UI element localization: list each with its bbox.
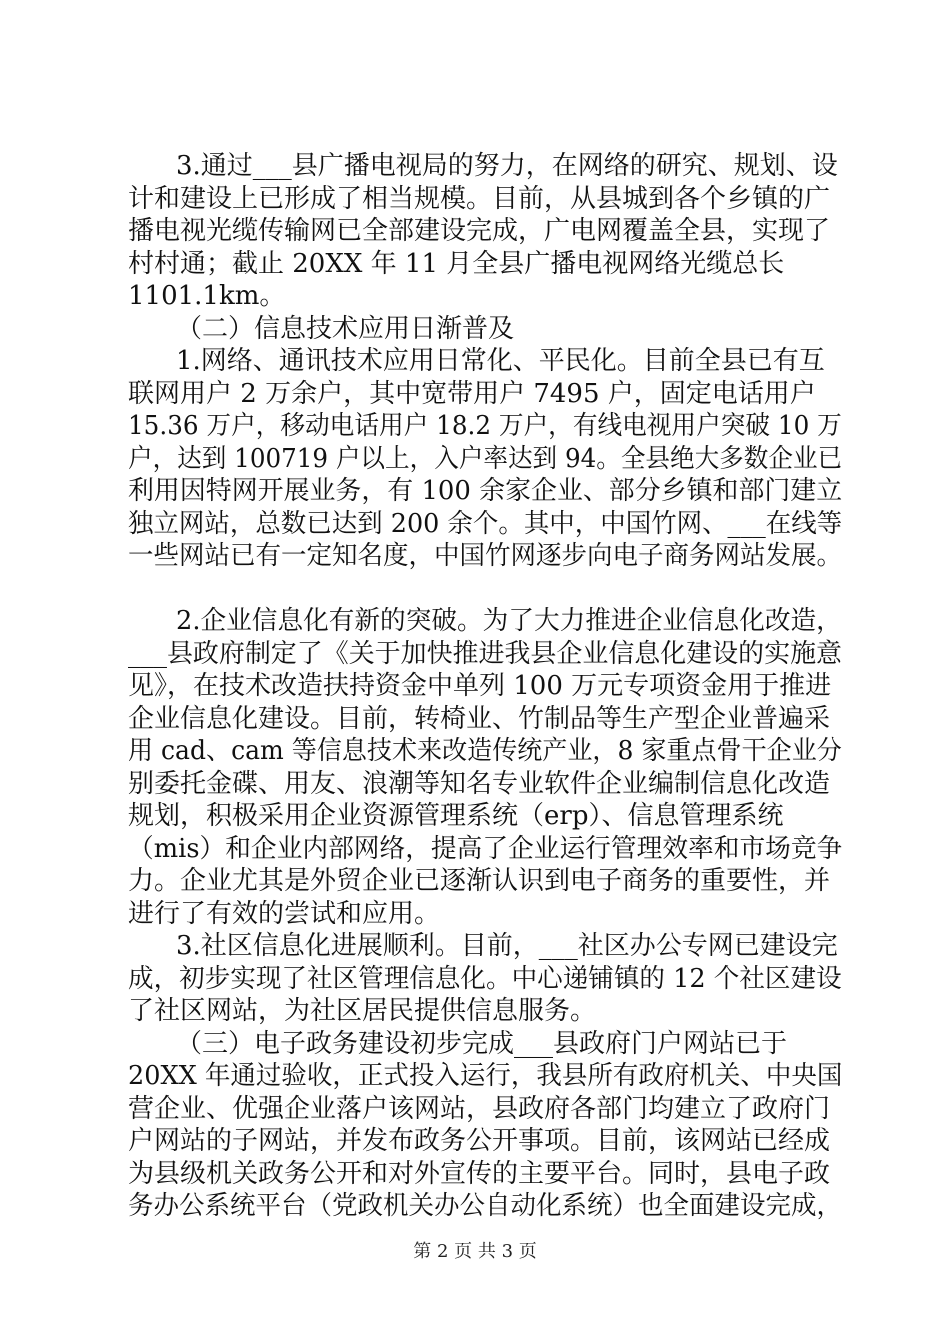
text-line-content: 规划，积极采用企业资源管理系统（erp）、信息管理系统 [128,801,784,831]
text-line-content: 户网站的子网站，并发布政务公开事项。目前，该网站已经成 [128,1126,831,1156]
text-line-content: 见》，在技术改造扶持资金中单列 100 万元专项资金用于推进 [128,671,832,701]
text-line [0,963,950,996]
page-number-footer: 第 2 页 共 3 页 [413,1241,537,1262]
section-heading [0,1028,950,1061]
text-line [0,1190,950,1223]
text-line-content: 利用因特网开展业务，有 100 余家企业、部分乡镇和部门建立 [128,476,843,506]
text-line-content: 1101.1km。 [128,281,286,311]
text-line [0,670,950,703]
text-line-content: 户，达到 100719 户以上，入户率达到 94。全县绝大多数企业已 [128,443,843,474]
text-line [0,443,950,476]
text-line [0,735,950,768]
text-line-content: 进行了有效的尝试和应用。 [128,898,441,929]
text-line [0,995,950,1028]
text-line [0,508,950,541]
text-line-content: 用 cad、cam 等信息技术来改造传统产业，8 家重点骨干企业分 [128,736,842,766]
text-line [0,1125,950,1158]
text-line [0,215,950,248]
text-line [0,605,950,638]
text-line-content: 1.网络、通讯技术应用日常化、平民化。目前全县已有互 [176,346,825,376]
text-line-content: 营企业、优强企业落户该网站，县政府各部门均建立了政府门 [128,1093,831,1124]
text-line [0,833,950,866]
text-line [0,930,950,963]
text-line-content: 力。企业尤其是外贸企业已逐渐认识到电子商务的重要性，并 [128,866,831,896]
text-line [0,475,950,508]
text-line [0,378,950,411]
text-line [0,410,950,443]
text-line [0,280,950,313]
text-line-content: 2.企业信息化有新的突破。为了大力推进企业信息化改造， [176,606,842,636]
text-line [0,898,950,931]
text-line [0,638,950,671]
text-line-content: 了社区网站，为社区居民提供信息服务。 [128,996,597,1026]
text-line-content: 3.通过___县广播电视局的努力，在网络的研究、规划、设 [176,151,838,181]
text-line [0,540,950,573]
text-line [0,1158,950,1191]
text-line-content: （三）电子政务建设初步完成___县政府门户网站已于 [176,1028,788,1059]
text-line-content: 3.社区信息化进展顺利。目前，___社区办公专网已建设完 [176,931,838,961]
text-line-content: ___县政府制定了《关于加快推进我县企业信息化建设的实施意 [128,638,843,669]
text-line-content: 联网用户 2 万余户，其中宽带用户 7495 户，固定电话用户 [128,378,816,409]
text-line [0,345,950,378]
text-line-content: （二）信息技术应用日渐普及 [176,313,515,344]
text-line [0,1093,950,1126]
text-line [0,183,950,216]
text-line-content: 别委托金碟、用友、浪潮等知名专业软件企业编制信息化改造 [128,768,831,799]
text-line [0,1060,950,1093]
section-heading [0,313,950,346]
text-line-content: 为县级机关政务公开和对外宣传的主要平台。同时，县电子政 [128,1158,831,1189]
text-line [0,865,950,898]
text-line-content: 20XX 年通过验收，正式投入运行，我县所有政府机关、中央国 [128,1061,843,1091]
text-line-content: 村村通；截止 20XX 年 11 月全县广播电视网络光缆总长 [128,248,785,279]
text-line-content: 成，初步实现了社区管理信息化。中心递铺镇的 12 个社区建设 [128,963,842,994]
text-line-content: 独立网站，总数已达到 200 余个。其中，中国竹网、___在线等 [128,508,843,539]
text-line-content: 企业信息化建设。目前，转椅业、竹制品等生产型企业普遍采 [128,703,831,734]
text-line-content: 15.36 万户，移动电话用户 18.2 万户，有线电视用户突破 10 万 [128,411,842,441]
text-line-content: （mis）和企业内部网络，提高了企业运行管理效率和市场竞争 [128,833,843,864]
text-line [0,800,950,833]
text-line [0,768,950,801]
text-line [0,248,950,281]
text-line-content: 计和建设上已形成了相当规模。目前，从县城到各个乡镇的广 [128,183,831,214]
text-line-content: 播电视光缆传输网已全部建设完成，广电网覆盖全县，实现了 [128,216,831,246]
text-line-content: 一些网站已有一定知名度，中国竹网逐步向电子商务网站发展。 [128,541,843,571]
text-line [0,703,950,736]
text-line [0,150,950,183]
text-line-content: 务办公系统平台（党政机关办公自动化系统）也全面建设完成， [128,1191,843,1221]
